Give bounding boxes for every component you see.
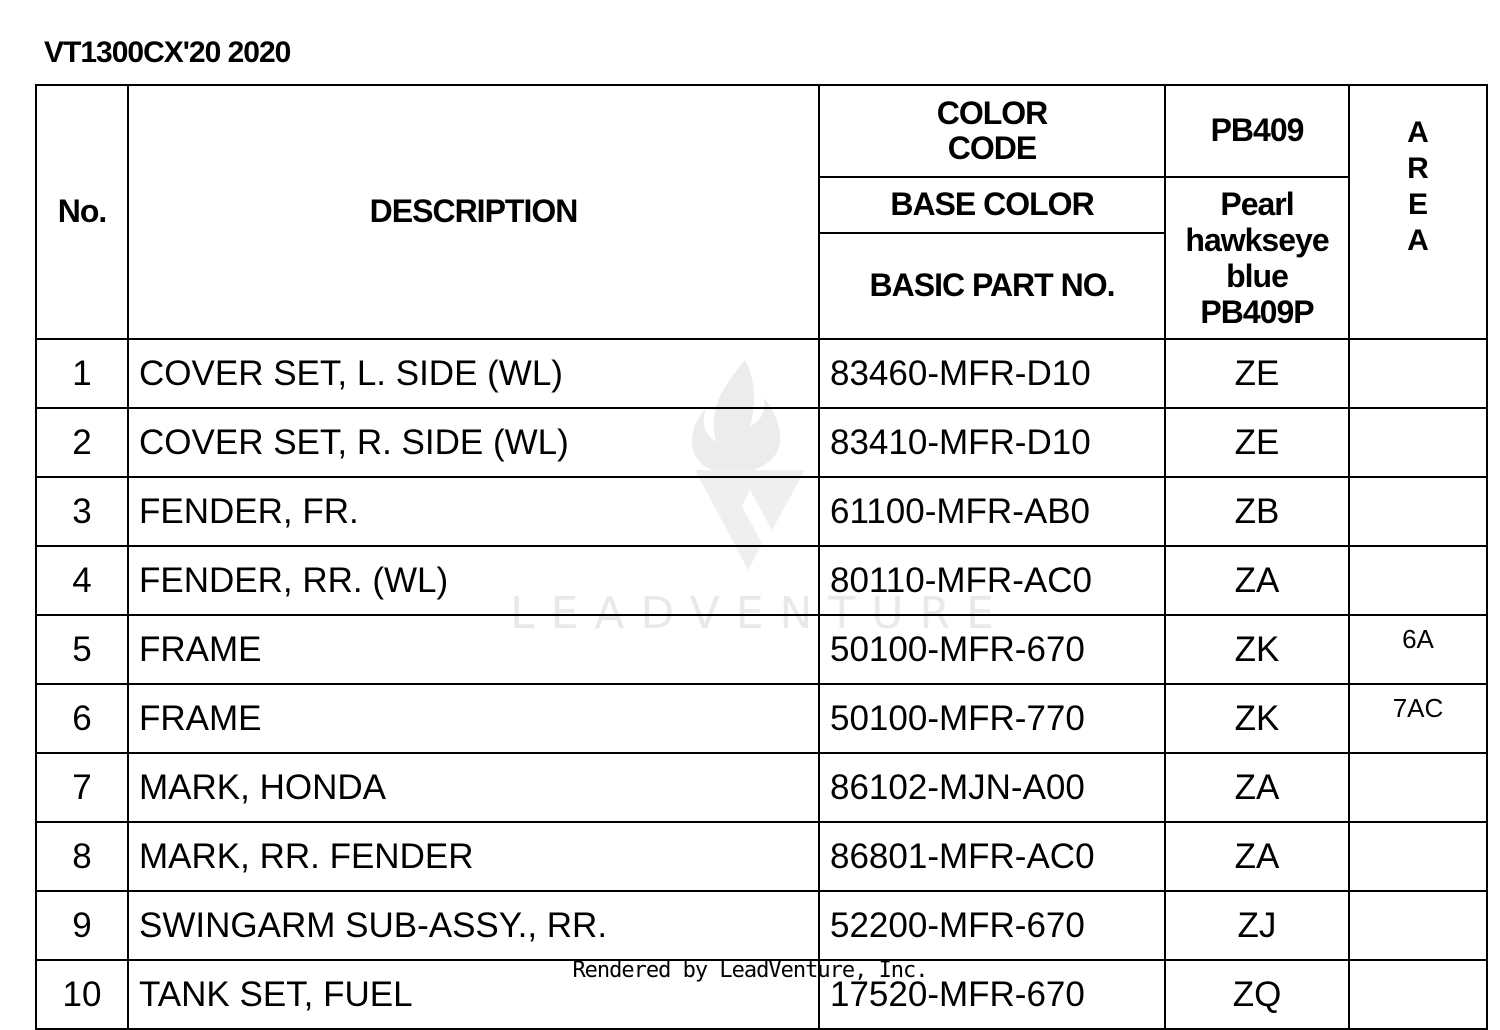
watermark-text: LEADVENTURE: [510, 588, 1010, 639]
area-letter: A: [1407, 224, 1429, 257]
cell-no: 4: [36, 546, 128, 615]
page-title: VT1300CX'20 2020: [44, 36, 291, 69]
cell-part-no: 52200-MFR-670: [819, 891, 1165, 960]
cell-color-code: ZA: [1165, 546, 1349, 615]
cell-part-no: 61100-MFR-AB0: [819, 477, 1165, 546]
cell-area: [1349, 960, 1487, 1029]
cell-no: 10: [36, 960, 128, 1029]
area-letter: E: [1407, 188, 1428, 221]
cell-part-no: 17520-MFR-670: [819, 960, 1165, 1029]
cell-part-no: 50100-MFR-770: [819, 684, 1165, 753]
cell-description: FENDER, FR.: [128, 477, 819, 546]
cell-area: 7AC: [1349, 684, 1487, 753]
table-row: [36, 408, 1487, 477]
pb-color-line: PB409P: [1200, 294, 1314, 330]
table-row: [36, 891, 1487, 960]
cell-area: [1349, 753, 1487, 822]
cell-part-no: 83410-MFR-D10: [819, 408, 1165, 477]
cell-description: FRAME: [128, 684, 819, 753]
cell-area: [1349, 477, 1487, 546]
cell-color-code: ZB: [1165, 477, 1349, 546]
cell-no: 3: [36, 477, 128, 546]
table-row: [36, 753, 1487, 822]
cell-color-code: ZJ: [1165, 891, 1349, 960]
cell-part-no: 86801-MFR-AC0: [819, 822, 1165, 891]
cell-no: 6: [36, 684, 128, 753]
pb-color-line: hawkseye: [1185, 222, 1329, 258]
header-no: No.: [36, 85, 128, 339]
cell-part-no: 80110-MFR-AC0: [819, 546, 1165, 615]
cell-area: [1349, 408, 1487, 477]
cell-part-no: 86102-MJN-A00: [819, 753, 1165, 822]
cell-color-code: ZA: [1165, 822, 1349, 891]
table-row: [36, 477, 1487, 546]
cell-color-code: ZE: [1165, 408, 1349, 477]
cell-area: [1349, 546, 1487, 615]
cell-area: [1349, 339, 1487, 408]
cell-no: 5: [36, 615, 128, 684]
table-row: [36, 339, 1487, 408]
cell-no: 8: [36, 822, 128, 891]
cell-description: COVER SET, R. SIDE (WL): [128, 408, 819, 477]
cell-no: 9: [36, 891, 128, 960]
header-area: [1349, 85, 1487, 339]
cell-part-no: 50100-MFR-670: [819, 615, 1165, 684]
cell-description: MARK, HONDA: [128, 753, 819, 822]
cell-color-code: ZK: [1165, 615, 1349, 684]
cell-description: FRAME: [128, 615, 819, 684]
table-row: [36, 960, 1487, 1029]
area-letter: R: [1407, 152, 1429, 185]
header-description: DESCRIPTION: [128, 85, 819, 339]
cell-color-code: ZE: [1165, 339, 1349, 408]
footer-credit: Rendered by LeadVenture, Inc.: [572, 958, 928, 983]
pb-color-line: blue: [1226, 258, 1288, 294]
table-row: [36, 684, 1487, 753]
parts-table: [35, 84, 1488, 1030]
header-color-code: [819, 85, 1165, 177]
cell-no: 2: [36, 408, 128, 477]
header-basic-part-no: BASIC PART NO.: [819, 233, 1165, 339]
table-row: [36, 615, 1487, 684]
cell-description: SWINGARM SUB-ASSY., RR.: [128, 891, 819, 960]
cell-no: 7: [36, 753, 128, 822]
cell-color-code: ZK: [1165, 684, 1349, 753]
area-letter: A: [1407, 116, 1429, 149]
table-row: [36, 822, 1487, 891]
cell-color-code: ZA: [1165, 753, 1349, 822]
table-row: [36, 546, 1487, 615]
cell-description: MARK, RR. FENDER: [128, 822, 819, 891]
cell-part-no: 83460-MFR-D10: [819, 339, 1165, 408]
header-color-code-label: COLOR CODE: [936, 94, 1048, 166]
header-base-color: BASE COLOR: [819, 177, 1165, 233]
cell-description: TANK SET, FUEL: [128, 960, 819, 1029]
cell-area: [1349, 891, 1487, 960]
cell-area: [1349, 822, 1487, 891]
cell-description: COVER SET, L. SIDE (WL): [128, 339, 819, 408]
cell-no: 1: [36, 339, 128, 408]
header-pb-color: [1165, 177, 1349, 339]
pb-color-line: Pearl: [1220, 186, 1294, 222]
header-row: [36, 85, 1487, 177]
cell-color-code: ZQ: [1165, 960, 1349, 1029]
cell-description: FENDER, RR. (WL): [128, 546, 819, 615]
cell-area: 6A: [1349, 615, 1487, 684]
header-pb-code: PB409: [1165, 85, 1349, 177]
